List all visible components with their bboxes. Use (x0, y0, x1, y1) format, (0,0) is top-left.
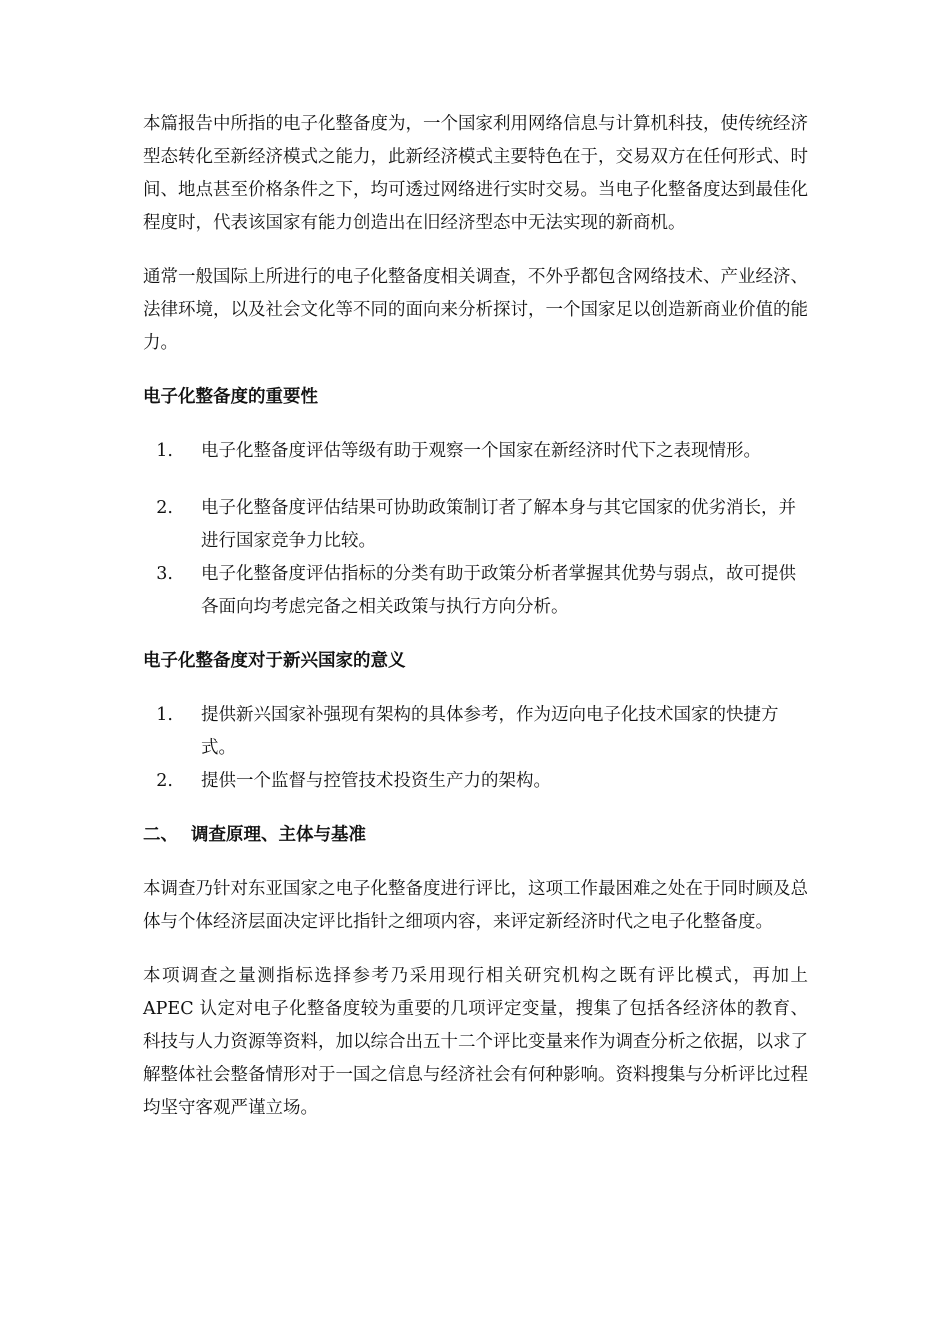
list-item (143, 699, 808, 765)
list-item-text: 电子化整备度评估等级有助于观察一个国家在新经济时代下之表现情形。 (201, 441, 761, 461)
importance-heading: 电子化整备度的重要性 (143, 387, 318, 407)
section-paragraph-1: 本调查乃针对东亚国家之电子化整备度进行评比，这项工作最困难之处在于同时顾及总体与个体经济层面决定评比指针之细项内容，来评定新经济时代之电子化整备度。 (143, 879, 808, 932)
list-item-number: 3. (156, 564, 173, 584)
list-item-number: 1. (156, 705, 173, 725)
meaning-heading: 电子化整备度对于新兴国家的意义 (143, 651, 406, 671)
list-item-text: 电子化整备度评估结果可协助政策制订者了解本身与其它国家的优劣消长，并进行国家竞争力比较。 (201, 498, 796, 551)
intro-paragraph-1: 本篇报告中所指的电子化整备度为，一个国家利用网络信息与计算机科技，使传统经济型态转化至新经济模式之能力，此新经济模式主要特色在于，交易双方在任何形式、时间、地点甚至价格条件之下，均可透过网络进行实时交易。当电子化整备度达到最佳化程度时，代表该国家有能力创造出在旧经济型态中无法实现的新商机。 (143, 114, 808, 233)
list-item-number: 2. (156, 771, 173, 791)
list-item-number: 2. (156, 498, 173, 518)
list-item (143, 765, 808, 798)
list-item-number: 1. (156, 441, 173, 461)
meaning-list (143, 699, 808, 798)
section-title: 调查原理、主体与基准 (191, 825, 366, 845)
importance-list (143, 435, 808, 624)
list-item (143, 435, 808, 468)
intro-paragraph-2: 通常一般国际上所进行的电子化整备度相关调查，不外乎都包含网络技术、产业经济、法律环境，以及社会文化等不同的面向来分析探讨，一个国家足以创造新商业价值的能力。 (143, 267, 808, 353)
section-number: 二、 (143, 825, 178, 845)
section-paragraph-2: 本项调查之量测指标选择参考乃采用现行相关研究机构之既有评比模式，再加上 APEC 认定对电子化整备度较为重要的几项评定变量，搜集了包括各经济体的教育、科技与人力资源等资料，加以综合出五十二个评比变量来作为调查分析之依据，以求了解整体社会整备情形对于一国之信息与经济社会有何种影响。资料搜集与分析评比过程均坚守客观严谨立场。 (143, 966, 808, 1118)
list-item-text: 提供一个监督与控管技术投资生产力的架构。 (201, 771, 551, 791)
section-heading (143, 819, 808, 852)
list-item (143, 558, 808, 624)
document-page (143, 108, 808, 1146)
list-item (143, 492, 808, 558)
list-item-text: 电子化整备度评估指标的分类有助于政策分析者掌握其优势与弱点，故可提供各面向均考虑完备之相关政策与执行方向分析。 (201, 564, 796, 617)
list-item-text: 提供新兴国家补强现有架构的具体参考，作为迈向电子化技术国家的快捷方式。 (201, 705, 779, 758)
